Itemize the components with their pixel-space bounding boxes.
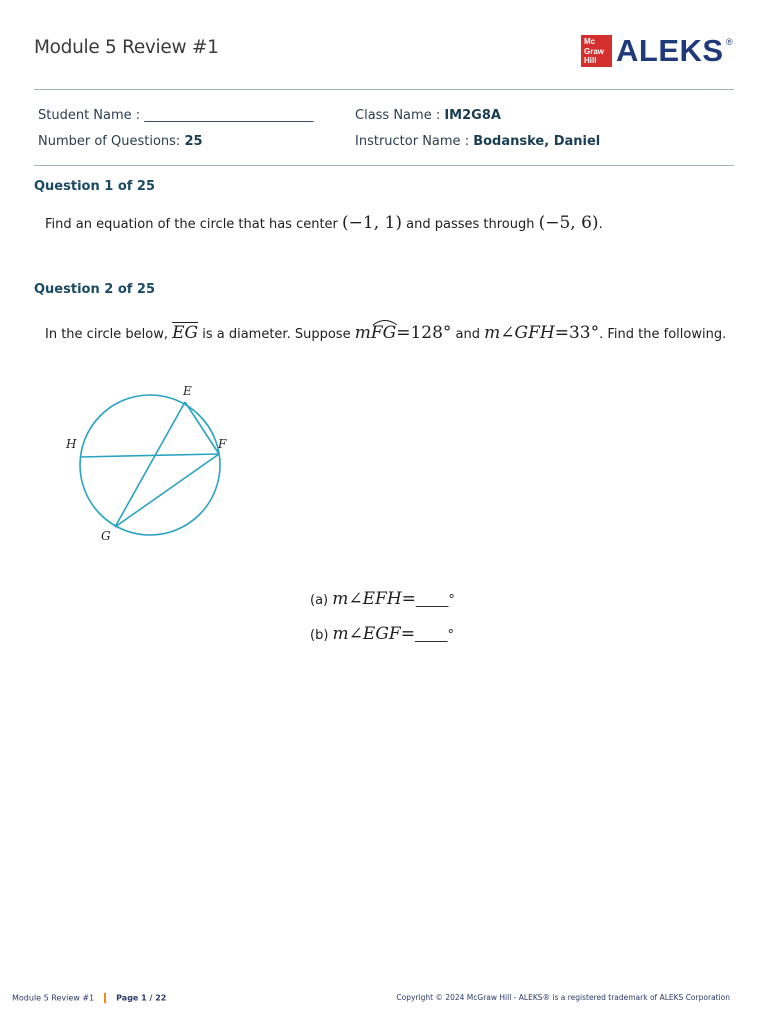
equals-sign: =: [401, 589, 416, 609]
footer-copyright: Copyright © 2024 McGraw Hill - ALEKS® is a registered trademark of ALEKS Corporation: [396, 993, 730, 1002]
question-2-text: [45, 323, 726, 343]
registered-mark: ®: [726, 37, 733, 47]
q1-text-part: Find an equation of the circle that has center: [45, 217, 343, 232]
arc-icon: [371, 318, 399, 326]
measure-symbol: m: [354, 323, 371, 343]
student-name-row: [38, 108, 313, 123]
part-label: (b): [310, 628, 329, 643]
page-number: Page 1 / 22: [116, 993, 167, 1003]
label-h: H: [66, 437, 77, 451]
q1-center: (−1, 1): [342, 213, 402, 233]
logo-line-3: Hill: [584, 56, 597, 65]
q2-text-part: is a diameter. Suppose: [198, 327, 355, 342]
footer-title: Module 5 Review #1: [12, 993, 95, 1003]
part-b: [310, 624, 454, 644]
angle-label: GFH: [514, 323, 555, 343]
label-e: E: [183, 384, 192, 398]
diameter-segment: $\overline{EG}$: [172, 323, 199, 343]
answer-blank[interactable]: _____: [414, 628, 448, 643]
class-name-value: IM2G8A: [444, 108, 501, 123]
equals-sign: =: [400, 624, 415, 644]
segment-fg: [115, 454, 219, 527]
part-a: [310, 589, 455, 609]
student-name-label: Student Name :: [38, 108, 141, 123]
label-f: F: [218, 437, 227, 451]
instructor-value: Bodanske, Daniel: [473, 134, 601, 149]
angle-label: EFH: [362, 589, 402, 609]
angle-icon: ∠: [500, 323, 515, 343]
instructor-row: [355, 134, 600, 149]
measure-symbol: m: [332, 589, 349, 609]
measure-symbol: m: [332, 624, 349, 644]
label-g: G: [101, 529, 111, 543]
logo-line-1: Mc: [584, 37, 596, 46]
angle-icon: ∠: [348, 589, 363, 609]
segment-ef: [185, 402, 219, 454]
footer-left: [12, 993, 166, 1003]
question-1-heading: Question 1 of 25: [34, 179, 156, 194]
question-1-text: [45, 213, 603, 233]
circle-diagram: [55, 378, 245, 548]
part-label: (a): [310, 593, 329, 608]
q1-point: (−5, 6): [538, 213, 599, 233]
answer-blank[interactable]: _____: [415, 593, 449, 608]
angle-measure: =33°: [554, 323, 600, 343]
aleks-wordmark: ALEKS: [616, 33, 724, 68]
document-title: Module 5 Review #1: [34, 37, 219, 58]
q2-text-part: In the circle below,: [45, 327, 173, 342]
degree-symbol: °: [448, 593, 455, 608]
q1-text-part: .: [598, 217, 603, 232]
mcgraw-hill-logo: [581, 35, 612, 67]
question-count-row: [38, 134, 203, 149]
arc-label: FG: [370, 323, 397, 343]
question-count-label: Number of Questions:: [38, 134, 181, 149]
instructor-label: Instructor Name :: [355, 134, 470, 149]
q2-text-part: and: [451, 327, 485, 342]
q2-text-part: . Find the following.: [599, 327, 727, 342]
question-count-value: 25: [184, 134, 203, 149]
logo-line-2: Graw: [584, 46, 605, 56]
angle-icon: ∠: [348, 624, 363, 644]
footer-separator: [104, 993, 106, 1003]
header-divider: [34, 89, 734, 90]
angle-label: EGF: [362, 624, 401, 644]
info-divider: [34, 165, 734, 166]
student-name-blank: __________________________: [144, 108, 314, 123]
measure-symbol: m: [484, 323, 501, 343]
arc-measure: =128°: [396, 323, 452, 343]
q1-text-part: and passes through: [402, 217, 539, 232]
arc-fg: [371, 323, 396, 343]
degree-symbol: °: [447, 628, 454, 643]
class-name-label: Class Name :: [355, 108, 441, 123]
class-name-row: [355, 108, 501, 123]
segment-hf: [80, 454, 219, 457]
segment-eg: [115, 402, 185, 527]
question-2-heading: Question 2 of 25: [34, 282, 156, 297]
